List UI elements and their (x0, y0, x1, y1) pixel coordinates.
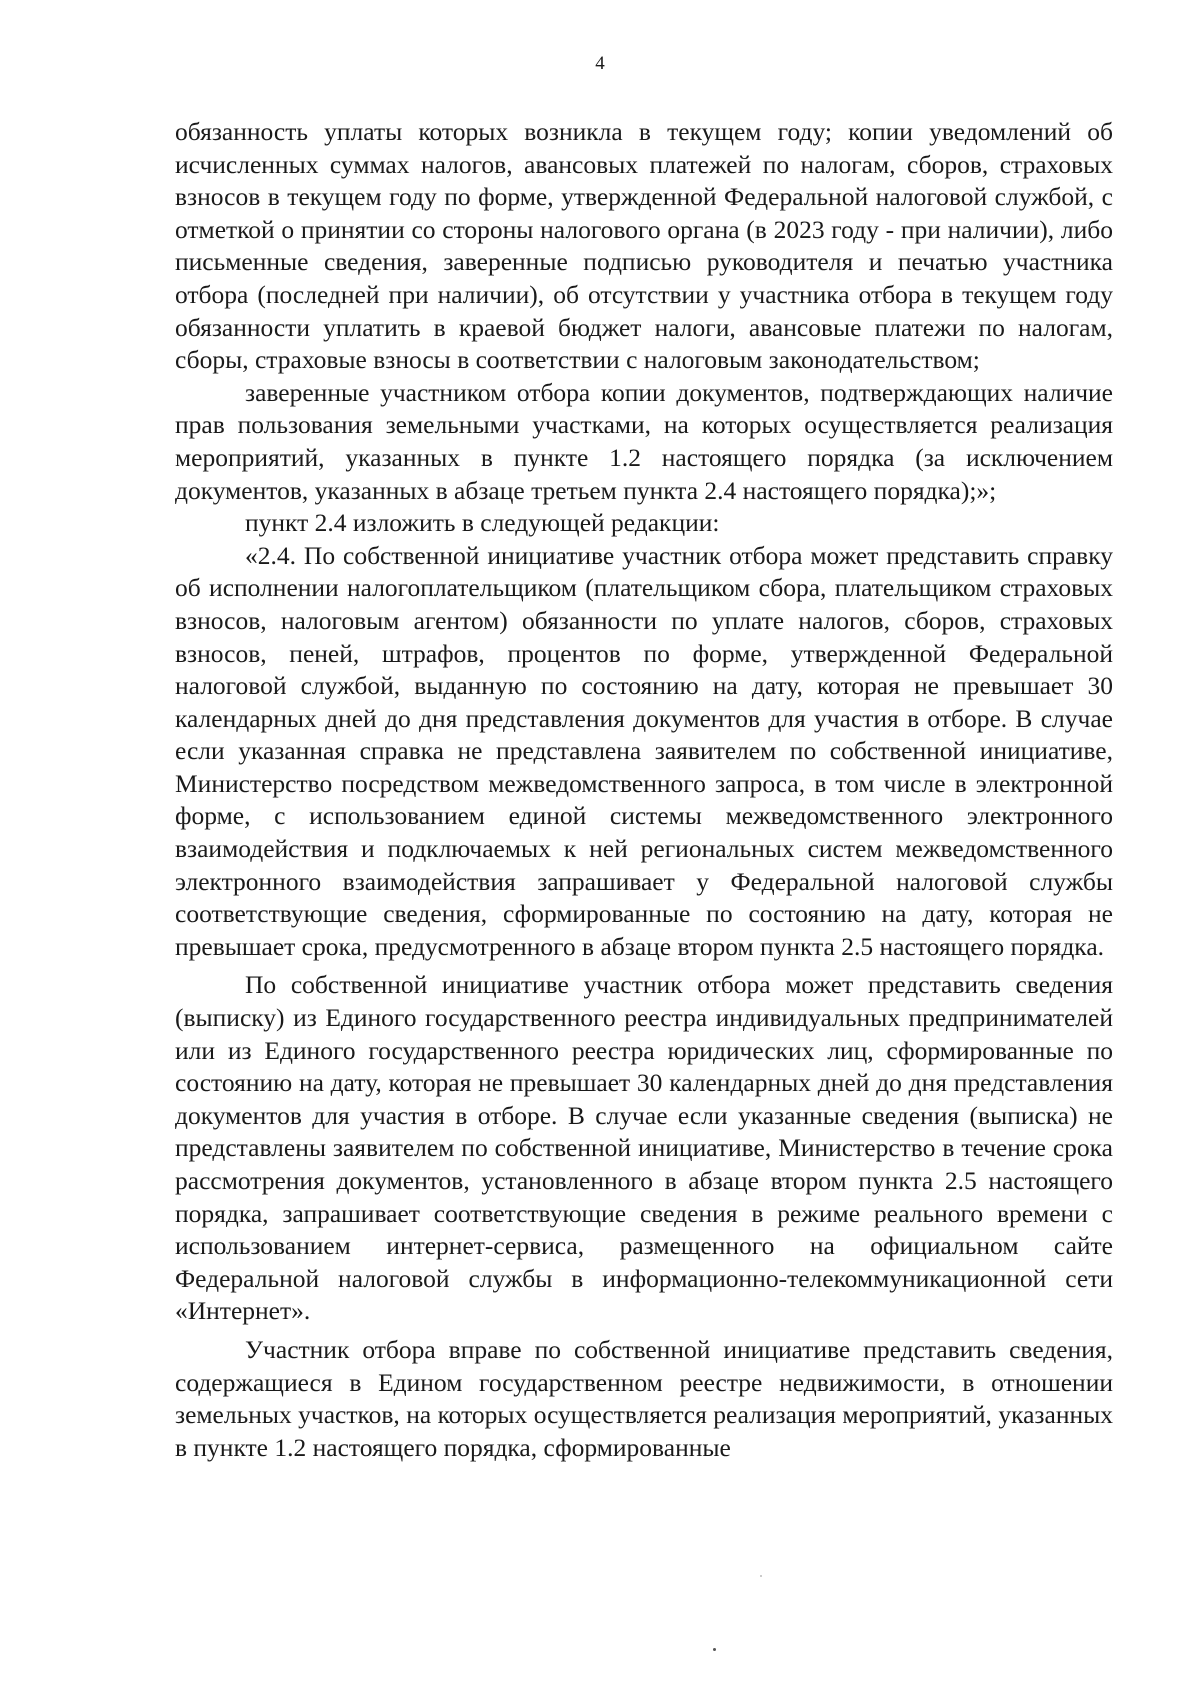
paragraph: По собственной инициативе участник отбора может представить сведения (выписку) из Единого государственного реестра индивидуальных предпринимателей или из Единого государственного реестра юридических лиц, сформированные по состоянию на дату, которая не превышает 30 календарных дней до дня представления документов для участия в отборе. В случае если указанные сведения (выписка) не представлены заявителем по собственной инициативе, Министерство в течение срока рассмотрения документов, установленного в абзаце втором пункта 2.5 настоящего порядка, запрашивает соответствующие сведения в режиме реального времени с использованием интернет-сервиса, размещенного на официальном сайте Федеральной налоговой службы в информационно-телекоммуникационной сети «Интернет». (175, 970, 1113, 1326)
scan-speck (760, 1575, 762, 1577)
scan-speck (713, 1648, 716, 1651)
paragraph: обязанность уплаты которых возникла в текущем году; копии уведомлений об исчисленных суммах налогов, авансовых платежей по налогам, сборов, страховых взносов в текущем году по форме, утвержденной Федеральной налоговой службой, с отметкой о принятии со стороны налогового органа (в 2023 году - при наличии), либо письменные сведения, заверенные подписью руководителя и печатью участника отбора (последней при наличии), об отсутствии у участника отбора в текущем году обязанности уплатить в краевой бюджет налоги, авансовые платежи по налогам, сборы, страховые взносы в соответствии с налоговым законодательством; (175, 117, 1113, 375)
paragraph: «2.4. По собственной инициативе участник отбора может представить справку об исполнении налогоплательщиком (плательщиком сбора, плательщиком страховых взносов, налоговым агентом) обязанности по уплате налогов, сборов, страховых взносов, пеней, штрафов, процентов по форме, утвержденной Федеральной налоговой службой, выданную по состоянию на дату, которая не превышает 30 календарных дней до дня представления документов для участия в отборе. В случае если указанная справка не представлена заявителем по собственной инициативе, Министерство посредством межведомственного запроса, в том числе в электронной форме, с использованием единой системы межведомственного электронного взаимодействия и подключаемых к ней региональных систем межведомственного электронного взаимодействия запрашивает у Федеральной налоговой службы соответствующие сведения, сформированные по состоянию на дату, которая не превышает срока, предусмотренного в абзаце втором пункта 2.5 настоящего порядка. (175, 540, 1113, 961)
document-body (175, 116, 1113, 1464)
paragraph: Участник отбора вправе по собственной инициативе представить сведения, содержащиеся в Едином государственном реестре недвижимости, в отношении земельных участков, на которых осуществляется реализация мероприятий, указанных в пункте 1.2 настоящего порядка, сформированные (175, 1334, 1113, 1462)
paragraph: пункт 2.4 изложить в следующей редакции: (245, 508, 720, 538)
paragraph: заверенные участником отбора копии документов, подтверждающих наличие прав пользования земельными участками, на которых осуществляется реализация мероприятий, указанных в пункте 1.2 настоящего порядка (за исключением документов, указанных в абзаце третьем пункта 2.4 настоящего порядка);»; (175, 377, 1113, 505)
page-number: 4 (595, 53, 605, 74)
